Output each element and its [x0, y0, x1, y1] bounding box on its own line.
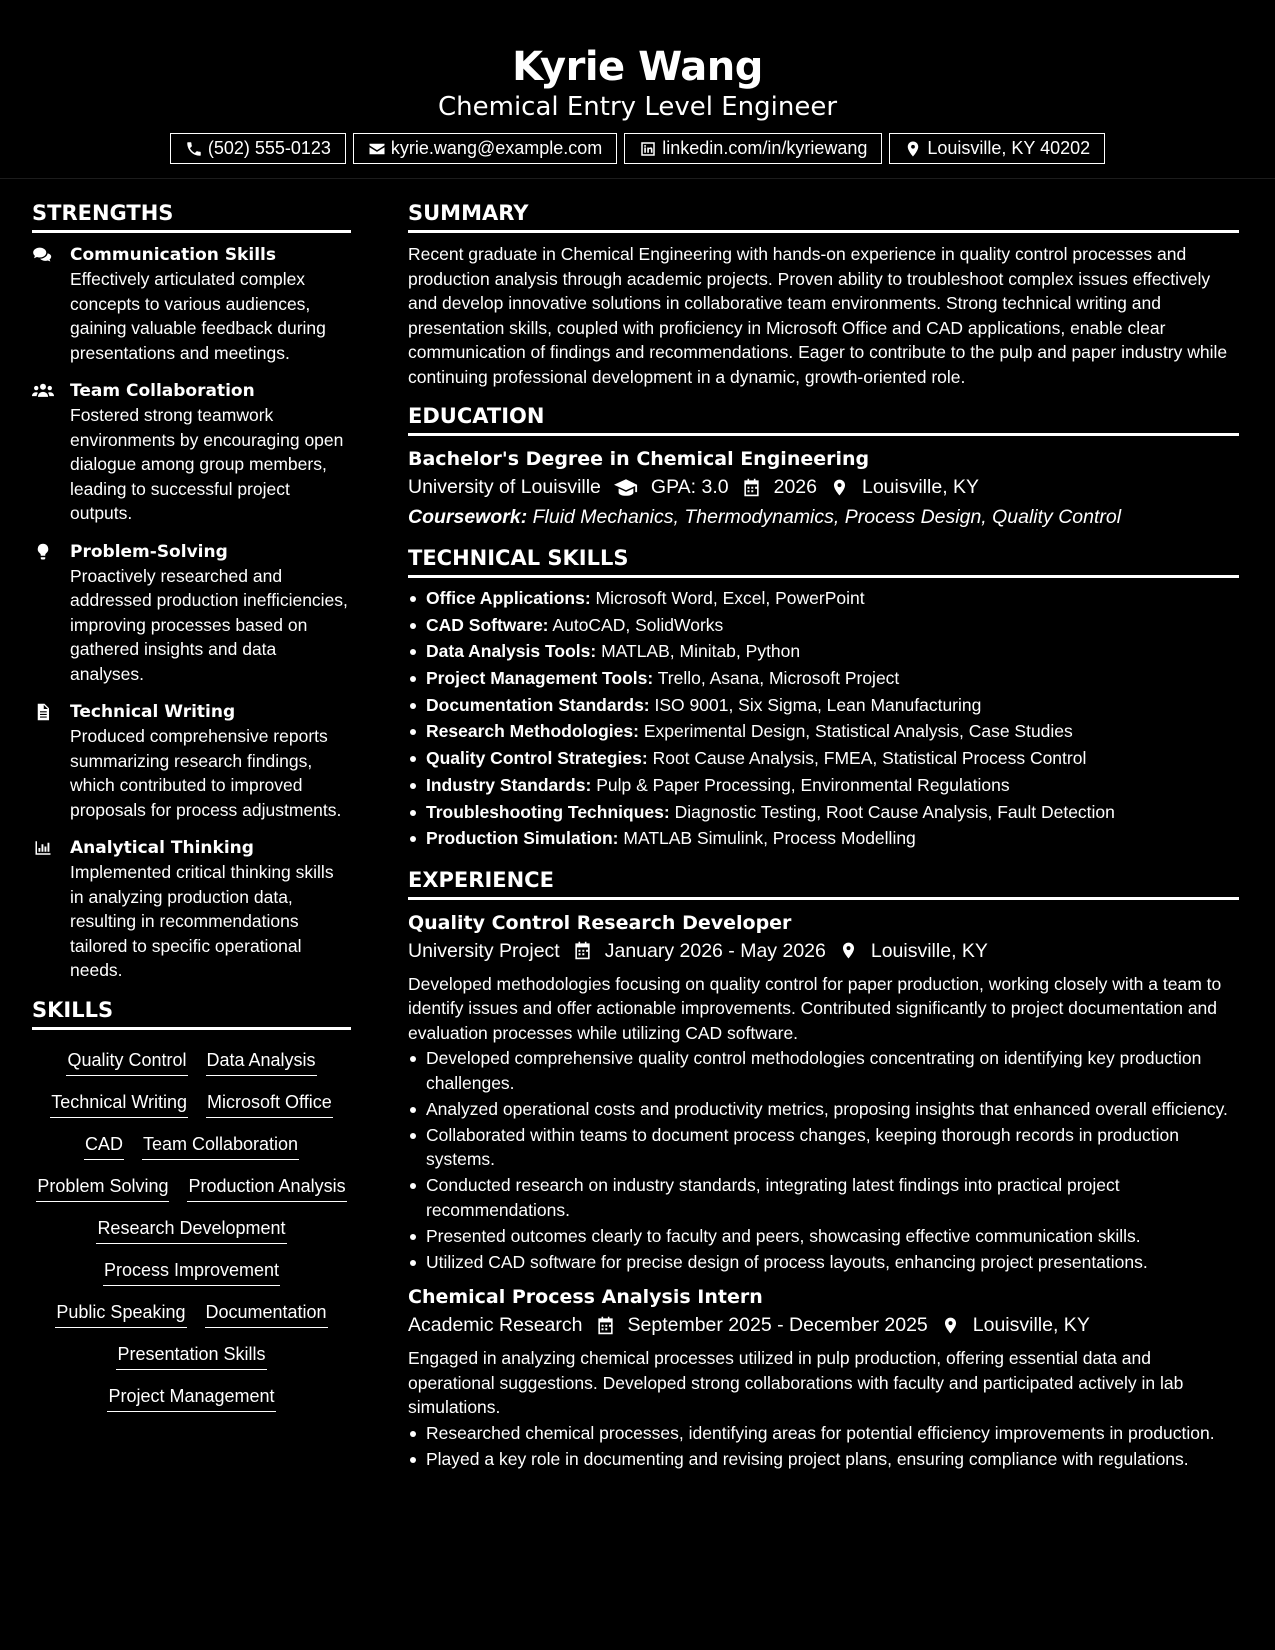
coursework: [408, 502, 1239, 533]
bar-chart-icon: [32, 839, 54, 857]
map-pin-icon: [839, 941, 858, 960]
job-org: Academic Research: [408, 1314, 583, 1337]
contact-email[interactable]: [353, 133, 617, 164]
tech-skill-label: Documentation Standards:: [426, 694, 650, 715]
contact-phone[interactable]: [170, 133, 346, 164]
strength-name: Problem-Solving: [70, 541, 228, 562]
list-item: [408, 586, 1239, 612]
strength-desc: Fostered strong teamwork environments by encouraging open dialogue among group members, leading to successful project outputs.: [70, 405, 344, 523]
job-description: Engaged in analyzing chemical processes utilized in pulp production, offering essential data and operational suggestions. Developed strong collaborations with faculty and participated actively in lab simulations.: [408, 1348, 1184, 1418]
skill-chip: Data Analysis: [206, 1047, 317, 1076]
list-item: [408, 639, 1239, 665]
tech-skill-value: MATLAB Simulink, Process Modelling: [623, 828, 916, 849]
job-description: Developed methodologies focusing on quality control for paper production, working closely with a team to identify issues and offer actionable improvements. Contributed significantly to project documentation and evaluation processes while utilizing CAD software.: [408, 973, 1222, 1043]
list-item: Played a key role in documenting and revising project plans, ensuring compliance with regulations.: [408, 1447, 1239, 1472]
list-item: [408, 746, 1239, 772]
strength-item: [32, 540, 351, 687]
document-icon: [32, 703, 54, 721]
school-name: University of Louisville: [408, 476, 601, 498]
map-pin-icon: [830, 478, 849, 497]
strength-item: [32, 836, 351, 983]
skill-chip: CAD: [84, 1131, 124, 1160]
skill-chip: Research Development: [96, 1215, 286, 1244]
users-icon: [32, 382, 54, 400]
education-meta: [408, 472, 1239, 502]
tech-skill-value: Root Cause Analysis, FMEA, Statistical Process Control: [652, 748, 1087, 769]
strength-desc: Implemented critical thinking skills in analyzing production data, resulting in recommendations tailored to specific operational needs.: [70, 862, 334, 980]
right-column: [408, 200, 1239, 1473]
list-item: Collaborated within teams to document process changes, keeping thorough records in production systems.: [408, 1123, 1239, 1172]
tech-skill-label: Production Simulation:: [426, 828, 619, 849]
contact-bar: [0, 133, 1275, 164]
skill-chip: Documentation: [205, 1299, 328, 1328]
skill-chip: Public Speaking: [55, 1299, 186, 1328]
tech-skill-label: Quality Control Strategies:: [426, 748, 648, 769]
envelope-icon: [368, 140, 386, 158]
gpa: GPA: 3.0: [650, 476, 729, 498]
experience-heading: EXPERIENCE: [408, 867, 1239, 900]
left-column: [32, 200, 351, 1473]
skill-chip: Production Analysis: [187, 1173, 346, 1202]
strength-item: [32, 243, 351, 365]
technical-skills-heading: TECHNICAL SKILLS: [408, 545, 1239, 578]
tech-skill-value: Trello, Asana, Microsoft Project: [657, 668, 900, 689]
tech-skill-value: ISO 9001, Six Sigma, Lean Manufacturing: [654, 694, 982, 715]
education-heading: EDUCATION: [408, 403, 1239, 436]
job-org: University Project: [408, 939, 560, 962]
technical-skills-list: [408, 586, 1239, 852]
candidate-title: Chemical Entry Level Engineer: [437, 92, 838, 122]
list-item: Conducted research on industry standards, integrating latest findings into practical project recommendations.: [408, 1173, 1239, 1222]
tech-skill-label: Troubleshooting Techniques:: [426, 801, 670, 822]
contact-linkedin-text: linkedin.com/in/kyriewang: [662, 138, 868, 158]
job-meta: [408, 936, 1239, 966]
job-bullets: [408, 1046, 1239, 1274]
tech-skill-label: Office Applications:: [426, 588, 591, 608]
contact-email-text: kyrie.wang@example.com: [390, 138, 603, 158]
tech-skill-label: Project Management Tools:: [426, 668, 654, 689]
candidate-name: Kyrie Wang: [512, 44, 763, 90]
list-item: Presented outcomes clearly to faculty and peers, showcasing effective communication skills.: [408, 1224, 1239, 1249]
job-dates: January 2026 - May 2026: [604, 939, 826, 962]
tech-skill-label: Data Analysis Tools:: [426, 641, 597, 662]
contact-location[interactable]: [889, 133, 1105, 164]
job-meta: [408, 1310, 1239, 1340]
map-pin-icon: [904, 140, 922, 158]
skill-chip: Problem Solving: [36, 1173, 169, 1202]
map-pin-icon: [941, 1316, 960, 1335]
strength-desc: Proactively researched and addressed production inefficiencies, improving processes based on gathered insights and data analyses.: [70, 565, 348, 684]
tech-skill-label: CAD Software:: [426, 614, 549, 635]
job-title: Chemical Process Analysis Intern: [408, 1286, 763, 1309]
list-item: Developed comprehensive quality control methodologies concentrating on identifying key production challenges.: [408, 1046, 1239, 1095]
calendar-icon: [573, 941, 592, 960]
summary-text: Recent graduate in Chemical Engineering with hands-on experience in quality control processes and production analysis through academic projects. Proven ability to troubleshoot complex issues effectively and develop innovative solutions in collaborative team environments. Strong technical writing and presentation skills, coupled with proficiency in Microsoft Office and CAD applications, enable clear communication of findings and recommendations. Eager to contribute to the pulp and paper industry while continuing professional development in a dynamic, growth-oriented role.: [408, 244, 1228, 387]
list-item: [408, 666, 1239, 692]
strengths-heading: STRENGTHS: [32, 200, 351, 233]
job-title: Quality Control Research Developer: [408, 911, 792, 934]
contact-phone-text: (502) 555-0123: [207, 138, 331, 158]
calendar-icon: [742, 478, 761, 497]
list-item: [408, 773, 1239, 799]
skill-chip: Technical Writing: [50, 1089, 188, 1118]
skill-chip: Microsoft Office: [206, 1089, 333, 1118]
tech-skill-value: Diagnostic Testing, Root Cause Analysis, Fault Detection: [674, 801, 1115, 822]
tech-skill-value: Pulp & Paper Processing, Environmental Regulations: [596, 774, 1010, 795]
tech-skill-label: Research Methodologies:: [426, 721, 639, 742]
list-item: [408, 613, 1239, 639]
list-item: [408, 800, 1239, 826]
skill-chip: Process Improvement: [103, 1257, 280, 1286]
strength-desc: Produced comprehensive reports summarizing research findings, which contributed to improved proposals for process adjustments.: [70, 726, 342, 820]
comments-icon: [32, 246, 54, 264]
school-location: Louisville, KY: [861, 476, 980, 498]
strength-name: Communication Skills: [70, 245, 276, 265]
strength-name: Technical Writing: [70, 702, 236, 722]
strength-item: [32, 700, 351, 822]
graduation-cap-icon: [614, 478, 638, 497]
job-entry: [408, 1284, 1239, 1471]
job-bullets: [408, 1421, 1239, 1472]
list-item: Researched chemical processes, identifying areas for potential efficiency improvements in production.: [408, 1421, 1239, 1446]
summary-heading: SUMMARY: [408, 200, 1239, 233]
phone-icon: [185, 140, 203, 158]
skill-chip: Team Collaboration: [142, 1131, 299, 1160]
coursework-label: Coursework:: [408, 506, 528, 528]
list-item: Utilized CAD software for precise design of process layouts, enhancing project presentations.: [408, 1250, 1239, 1275]
skills-heading: SKILLS: [32, 997, 351, 1030]
tech-skill-value: Experimental Design, Statistical Analysis, Case Studies: [643, 721, 1073, 742]
list-item: [408, 826, 1239, 852]
job-dates: September 2025 - December 2025: [627, 1314, 928, 1337]
tech-skill-value: AutoCAD, SolidWorks: [552, 614, 724, 635]
skills-list: [32, 1040, 351, 1412]
lightbulb-icon: [32, 543, 54, 561]
list-item: [408, 719, 1239, 745]
skill-chip: Presentation Skills: [116, 1341, 266, 1370]
tech-skill-label: Industry Standards:: [426, 774, 592, 795]
contact-linkedin[interactable]: [624, 133, 882, 164]
strength-desc: Effectively articulated complex concepts to various audiences, gaining valuable feedback during presentations and meetings.: [70, 269, 326, 363]
strength-name: Analytical Thinking: [70, 838, 254, 858]
job-location: Louisville, KY: [870, 939, 988, 962]
job-location: Louisville, KY: [972, 1314, 1090, 1337]
skill-chip: Quality Control: [66, 1047, 187, 1076]
graduation-year: 2026: [773, 476, 817, 498]
calendar-icon: [596, 1316, 615, 1335]
coursework-list: Fluid Mechanics, Thermodynamics, Process Design, Quality Control: [532, 506, 1122, 528]
linkedin-icon: [639, 140, 657, 158]
degree-title: Bachelor's Degree in Chemical Engineering: [408, 448, 870, 470]
list-item: [408, 693, 1239, 719]
job-entry: [408, 910, 1239, 1275]
list-item: Analyzed operational costs and productivity metrics, proposing insights that enhanced overall efficiency.: [408, 1097, 1239, 1122]
skill-chip: Project Management: [107, 1383, 275, 1412]
contact-location-text: Louisville, KY 40202: [927, 138, 1091, 158]
tech-skill-value: Microsoft Word, Excel, PowerPoint: [595, 588, 865, 608]
tech-skill-value: MATLAB, Minitab, Python: [601, 641, 801, 662]
resume-header: [0, 0, 1275, 179]
strength-name: Team Collaboration: [70, 381, 255, 401]
strength-item: [32, 379, 351, 526]
